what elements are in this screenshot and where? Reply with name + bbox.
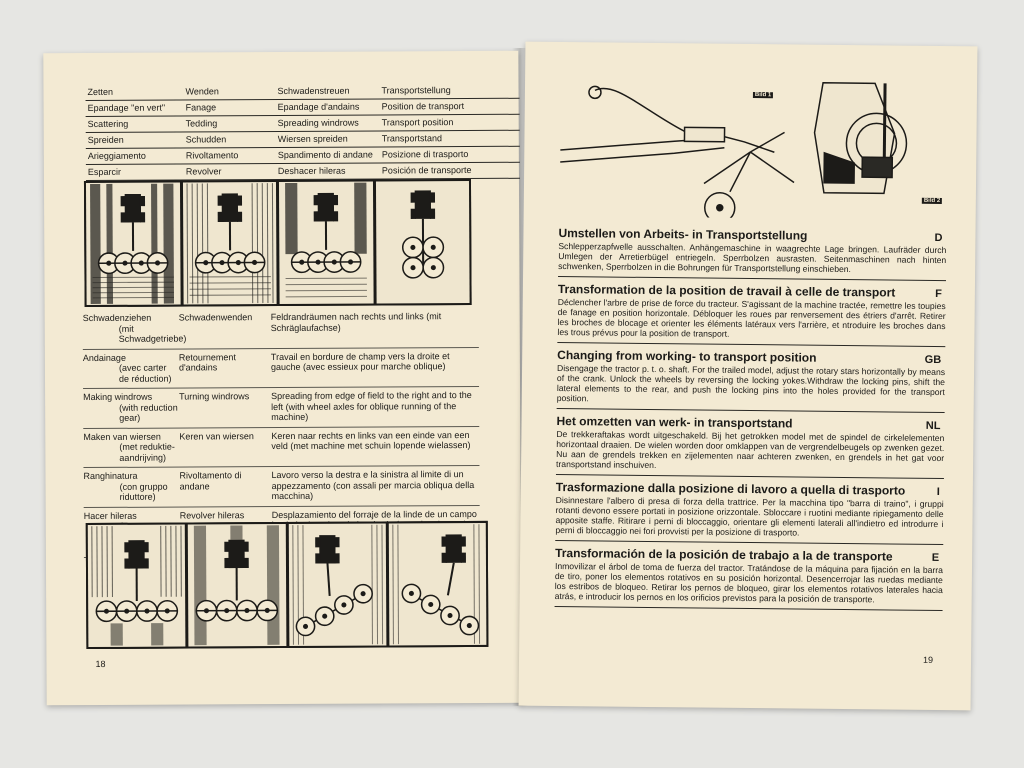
description-term: Ranghinatura — [83, 470, 138, 482]
term-cell: Zetten — [87, 86, 114, 98]
term-cell: Position de transport — [381, 101, 465, 112]
description-cell-3: Keren naar rechts en links van een einde van een veld (met machine met schuin lopende wielassen) — [271, 429, 471, 452]
description-cell-1 — [82, 312, 187, 345]
description-row — [83, 426, 479, 468]
description-cell-2: Turning windrows — [179, 391, 250, 402]
diagram-panel-tedding — [182, 182, 276, 304]
description-row — [83, 347, 479, 389]
language-code: GB — [924, 353, 942, 367]
description-cell-2: Schwadenwenden — [178, 312, 253, 323]
term-cell: Tedding — [185, 118, 218, 129]
diagram-strip-bottom — [86, 521, 489, 649]
term-cell: Posición de transporte — [381, 165, 472, 176]
section-title: Transformation de la position de travail à celle de transport — [557, 282, 896, 300]
right-page — [519, 42, 978, 711]
term-cell: Spandimento di andane — [277, 149, 373, 161]
language-code: E — [931, 551, 940, 565]
description-term: Maken van wiersen — [83, 431, 161, 442]
instruction-section — [557, 280, 946, 347]
term-cell: Arieggiamento — [87, 150, 146, 162]
section-body: Déclencher l'arbre de prise de force du tracteur. S'agissant de la machine tractée, remettre les toupies de fanage en position horizontale. Débloquer les roues par renversement des étriers d'arrêt. Retirer les broches de blocage et orienter les éléments latéraux vers l'arrière, et ntroduire les broches dans les trous prévus pour la position de transport. — [557, 297, 946, 339]
term-cell: Schudden — [185, 134, 227, 145]
section-body: De trekkeraftakas wordt uitgeschakeld. Bij het getrokken model met de spindel de cirkelelementen horizontaal draaien. De wielen worden door omklappen van de vergrendelbeugels op zwenken gezet. Nu aan de grendels trekken en zijelementen naar achteren zwenken, en grendels in het gat voor transportstand inschuiven. — [556, 428, 945, 471]
term-cell: Rivoltamento — [185, 150, 239, 161]
term-cell: Schwadenstreuen — [277, 85, 350, 97]
diagram-panel-edge-spreading-right — [288, 523, 386, 646]
figure-badge-1: Bild 1 — [754, 92, 772, 99]
section-title: Umstellen von Arbeits- in Transportstellung — [558, 226, 808, 243]
term-cell: Deshacer hileras — [277, 165, 346, 177]
section-body: Disinnestare l'albero di presa di forza della trattrice. Per la macchina tipo "barra di traino", i gruppi rotanti devono essere portati in posizione orizzontale. Sbloccare i ruotini mediante ripiegamento delle apposite staffe. Ritirare i perni di bloccaggio, orientare gli elementi laterali all'indietro ed introdurre i perni di bloccaggio nei fori provvisti per la posizione di trasporto. — [555, 494, 944, 538]
description-row — [83, 387, 479, 429]
language-code: NL — [925, 419, 941, 433]
term-cell: Transportstellung — [381, 85, 451, 96]
section-body: Inmovilizar el árbol de toma de fuerza del tractor. Tratándose de la máquina para fijación en la barra de tiro, poner los elementos rotativos en su posición horizontal. Desencerrojar las ruedas mediante los estribos de bloqueo. Retirar los pernos de bloqueo, girar los elementos rotativos laterales hacia atrás, e introducir los pernos en los orificios previstos para la posición de transporte. — [554, 560, 944, 605]
diagram-panel-spreading-windrows — [279, 182, 373, 304]
description-term: Hacer hileras — [83, 510, 137, 521]
section-body: Disengage the tractor p. t. o. shaft. For the trailed model, adjust the rotary stars horizontally by means of the crank. Unlock the wheels by reversing the locking yokes.Withdraw the locking pins, shift the lateral elements to the rear, and push the locking pins into the holes provided for the transport position. — [556, 363, 946, 404]
description-cell-2: Revolver hileras — [179, 509, 245, 521]
description-cell-3: Feldrandräumen nach rechts und links (mit Schräglaufachse) — [270, 311, 442, 333]
instruction-section — [555, 478, 944, 545]
instruction-section — [557, 346, 946, 413]
description-cell-3: Travail en bordure de champ vers la droite et gauche (avec essieux pour marche oblique) — [270, 350, 450, 373]
description-cell-1 — [83, 392, 179, 424]
description-row — [83, 466, 479, 508]
instruction-sections — [555, 224, 947, 614]
description-cell-1 — [83, 471, 179, 503]
instruction-section — [558, 224, 947, 281]
section-title: Changing from working- to transport position — [557, 348, 817, 365]
diagram-strip-top — [84, 179, 472, 307]
page-number-right: 19 — [922, 654, 934, 665]
description-cell-2: Keren van wiersen — [179, 430, 254, 442]
description-term-note: (avec carter de réduction) — [118, 362, 172, 384]
description-term: Schwadenziehen — [82, 312, 152, 324]
descriptions-table — [83, 308, 480, 558]
description-cell-2: Retournement d'andains — [178, 351, 236, 373]
description-row — [83, 308, 479, 350]
left-page — [43, 51, 521, 705]
diagram-panel-making-windrows — [88, 525, 186, 648]
term-cell: Epandage d'andains — [277, 101, 360, 113]
term-cell: Wenden — [185, 86, 219, 97]
description-cell-1 — [83, 431, 179, 463]
term-cell: Revolver — [185, 166, 222, 177]
term-cell: Scattering — [87, 118, 129, 130]
description-term: Andainage — [82, 352, 126, 363]
description-term-note: (with reduction gear) — [119, 402, 178, 423]
term-cell: Esparcir — [87, 166, 121, 178]
description-term-note: (mit Schwadgetriebe) — [118, 323, 187, 344]
instruction-section — [556, 412, 945, 479]
diagram-panel-turning-windrows — [188, 524, 286, 647]
description-cell-2: Rivoltamento di andane — [179, 470, 242, 492]
section-body: Schlepperzapfwelle ausschalten. Anhängemaschine in waagrechte Lage bringen. Laufräder durch Umlegen der Arretierbügel entriegeln. Sperrbolzen ausrasten. Seitenmaschinen nach hinten schwenken, Sperrbolzen in die Bohrungen für Transportstellung einschieben. — [558, 241, 947, 275]
diagram-panel-edge-spreading-left — [389, 523, 487, 646]
term-cell: Spreading windrows — [277, 117, 359, 129]
description-term-note: (con gruppo riduttore) — [119, 481, 168, 502]
terms-table — [85, 83, 519, 181]
language-code: I — [936, 485, 940, 499]
language-code: F — [935, 287, 942, 301]
section-title: Het omzetten van werk- in transportstand — [556, 413, 793, 431]
diagram-panel-scattering — [86, 183, 180, 305]
term-cell: Wiersen spreiden — [277, 133, 348, 145]
description-cell-3: Spreading from edge of field to the right and to the left (with wheel axles for oblique running of the machine) — [271, 390, 472, 423]
description-term-note: (met reduktie-aandrijving) — [119, 441, 175, 463]
term-cell: Epandage "en vert" — [87, 102, 166, 114]
instruction-section — [555, 544, 944, 611]
diagram-panel-transport — [375, 181, 469, 303]
term-cell: Transport position — [381, 117, 454, 128]
page-number-left: 18 — [95, 658, 106, 669]
section-title: Trasformazione dalla posizione di lavoro a quella di trasporto — [555, 479, 906, 498]
figure-badge-2: Bild 2 — [923, 197, 941, 205]
section-title: Transformación de la posición de trabajo a la de transporte — [555, 545, 893, 564]
term-cell: Fanage — [185, 102, 217, 113]
language-code: D — [934, 231, 943, 245]
term-cell: Posizione di trasporto — [381, 149, 469, 160]
term-cell: Spreiden — [87, 134, 124, 146]
description-cell-3: Desplazamiento del forraje de la linde de un campo — [271, 508, 477, 520]
term-cell: Transportstand — [381, 133, 442, 144]
description-cell-1 — [83, 352, 179, 384]
description-cell-3: Lavoro verso la destra e la sinistra al limite di un appezzamento (con assali per marcia obliqua della macchina) — [271, 469, 475, 502]
description-term: Making windrows — [83, 391, 153, 403]
